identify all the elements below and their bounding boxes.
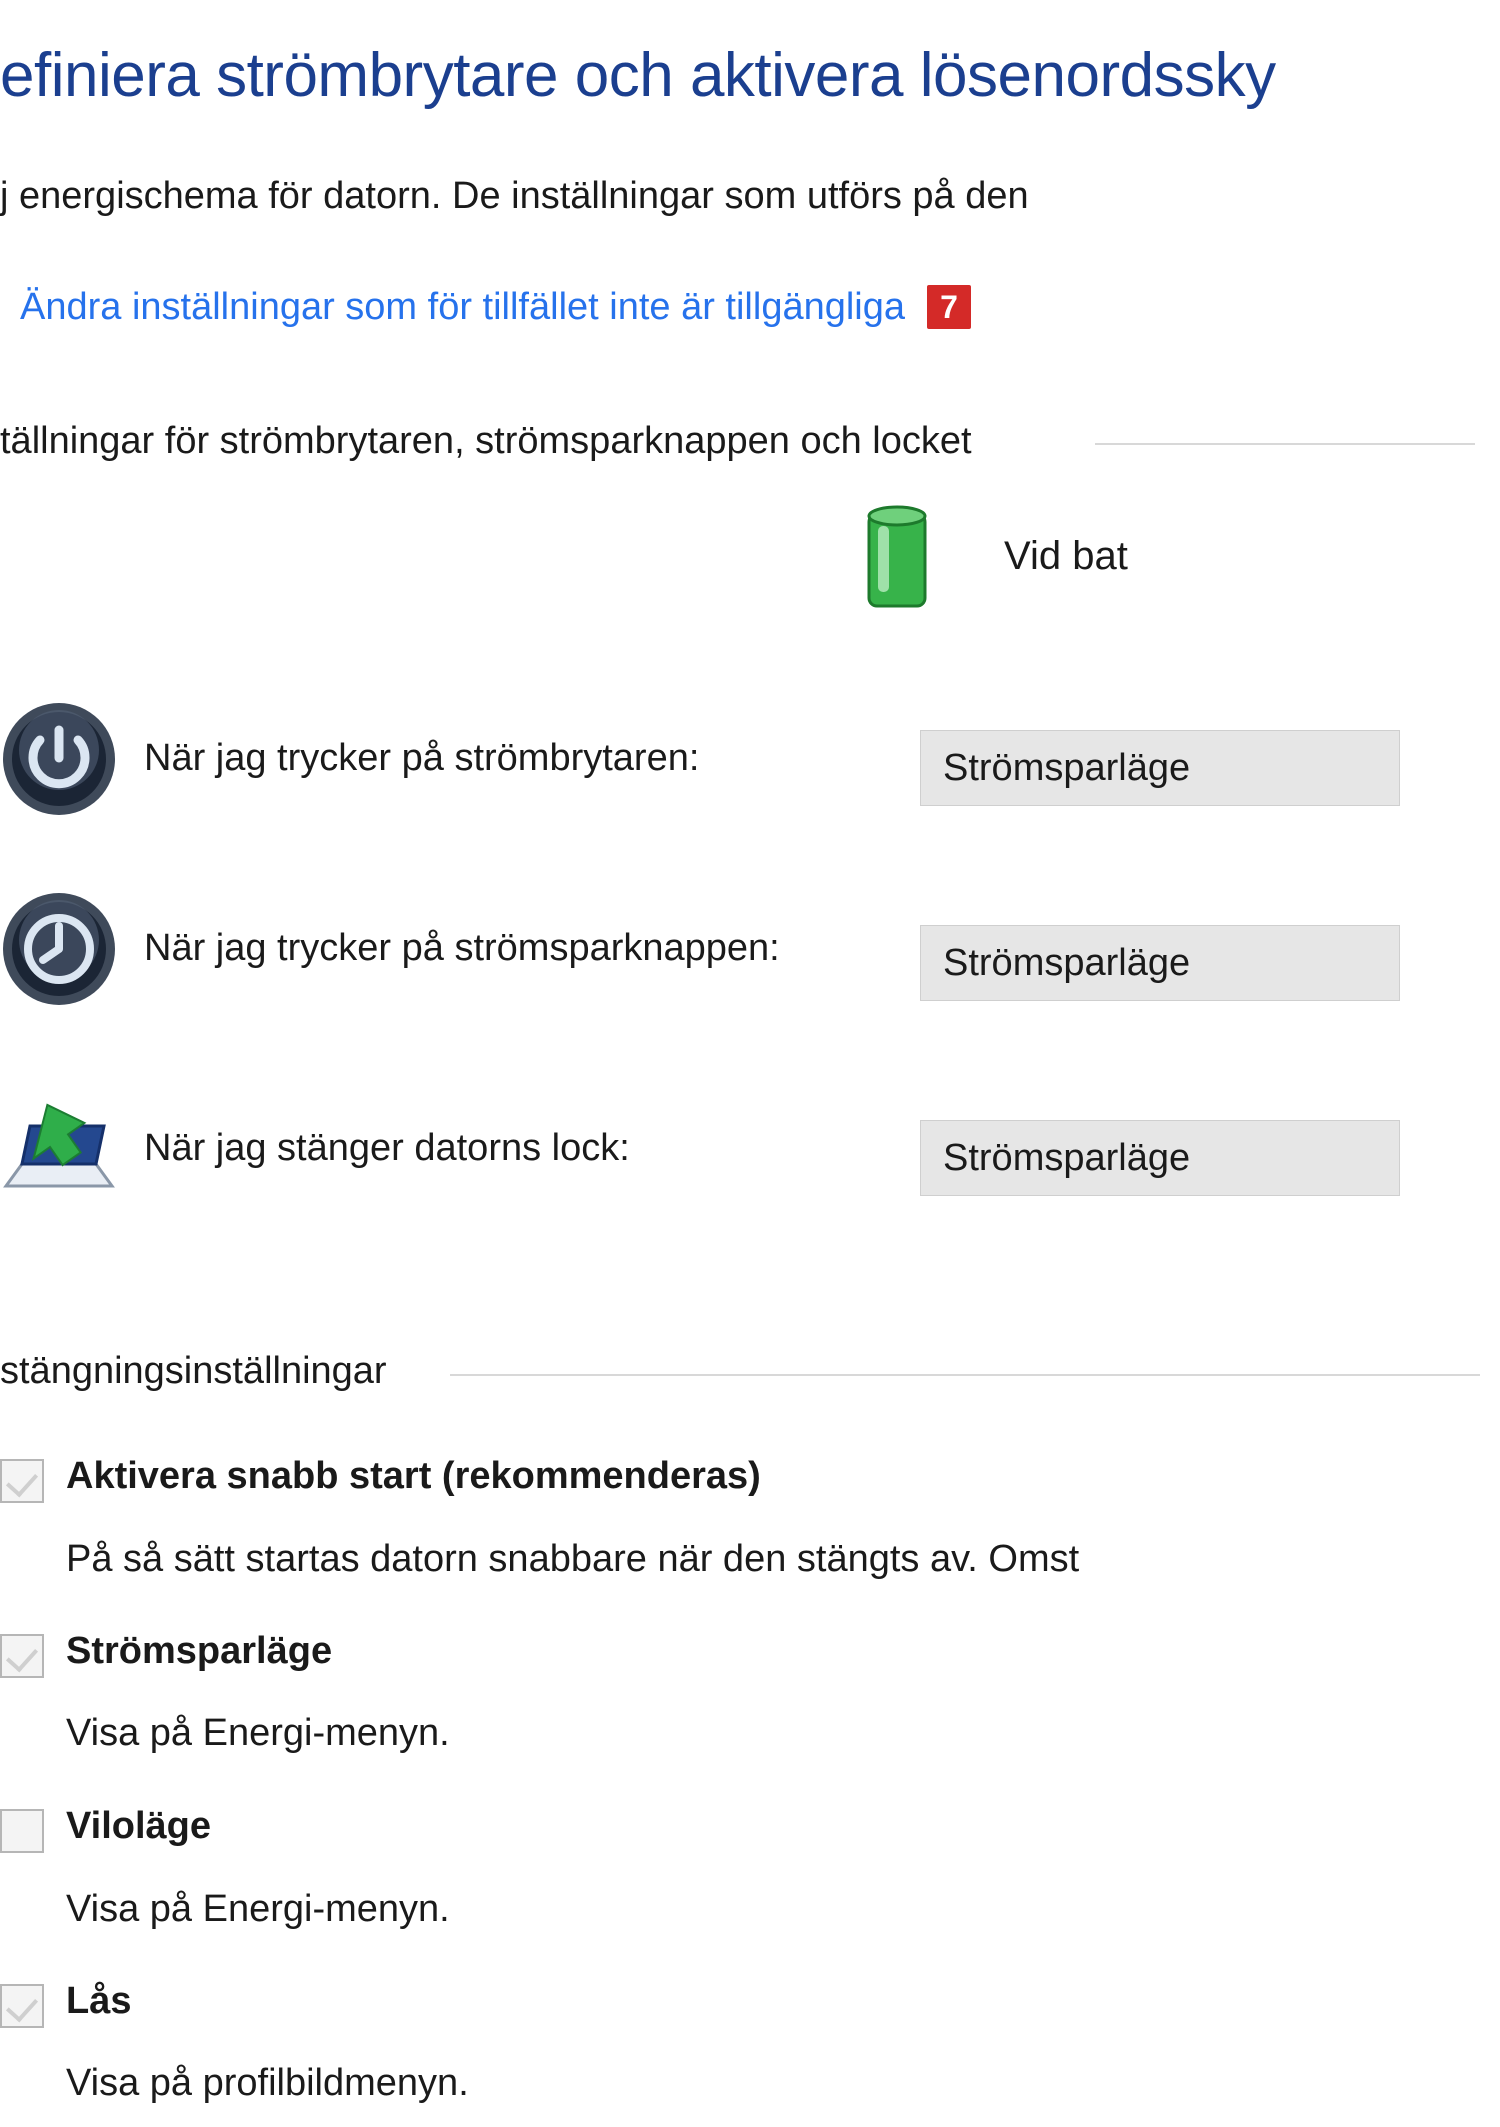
hibernate-label: Viloläge [66, 1805, 212, 1847]
battery-column-label: Vid bat [1004, 533, 1128, 578]
uac-shield-icon: 7 [927, 285, 971, 329]
sleep-label: Strömsparläge [66, 1630, 333, 1672]
fast-startup-label: Aktivera snabb start (rekommenderas) [66, 1455, 761, 1497]
lid-close-row [0, 1090, 900, 1208]
fast-startup-description: På så sätt startas datorn snabbare när den stängts av. Omst [66, 1538, 1080, 1580]
sleep-checkbox-row[interactable] [0, 1630, 332, 1678]
lock-checkbox[interactable] [0, 1984, 44, 2028]
intro-text: j energischema för datorn. De inställningar som utförs på den [0, 175, 1029, 217]
sleep-button-battery-combo[interactable]: Strömsparläge [920, 925, 1400, 1001]
sleep-checkbox[interactable] [0, 1634, 44, 1678]
lock-label: Lås [66, 1980, 132, 2022]
lid-close-battery-combo[interactable]: Strömsparläge [920, 1120, 1400, 1196]
battery-icon [860, 500, 934, 612]
group-rule [450, 1374, 1480, 1376]
power-button-label: När jag trycker på strömbrytaren: [144, 737, 700, 780]
battery-column-header [860, 500, 1128, 612]
power-buttons-group-label: tällningar för strömbrytaren, strömsparknappen och locket [0, 420, 990, 463]
group-rule [1095, 443, 1475, 445]
change-settings-link[interactable]: Ändra inställningar som för tillfället inte är tillgängliga [20, 285, 906, 328]
fast-startup-checkbox[interactable] [0, 1459, 44, 1503]
lid-close-label: När jag stänger datorns lock: [144, 1127, 630, 1170]
power-button-battery-combo[interactable]: Strömsparläge [920, 730, 1400, 806]
sleep-button-row [0, 890, 900, 1008]
change-settings-row[interactable] [20, 285, 971, 329]
lock-checkbox-row[interactable] [0, 1980, 131, 2028]
sleep-button-label: När jag trycker på strömsparknappen: [144, 927, 780, 970]
power-button-icon [0, 700, 118, 818]
hibernate-checkbox-row[interactable] [0, 1805, 211, 1853]
hibernate-description: Visa på Energi-menyn. [66, 1888, 450, 1930]
fast-startup-checkbox-row[interactable] [0, 1455, 761, 1503]
sleep-description: Visa på Energi-menyn. [66, 1712, 450, 1754]
shutdown-group-label: stängningsinställningar [0, 1350, 405, 1393]
power-button-row [0, 700, 900, 818]
hibernate-checkbox[interactable] [0, 1809, 44, 1853]
lock-description: Visa på profilbildmenyn. [66, 2062, 469, 2104]
page-title: efiniera strömbrytare och aktivera lösenordssky [0, 41, 1276, 110]
laptop-lid-icon [0, 1090, 118, 1208]
sleep-button-icon [0, 890, 118, 1008]
